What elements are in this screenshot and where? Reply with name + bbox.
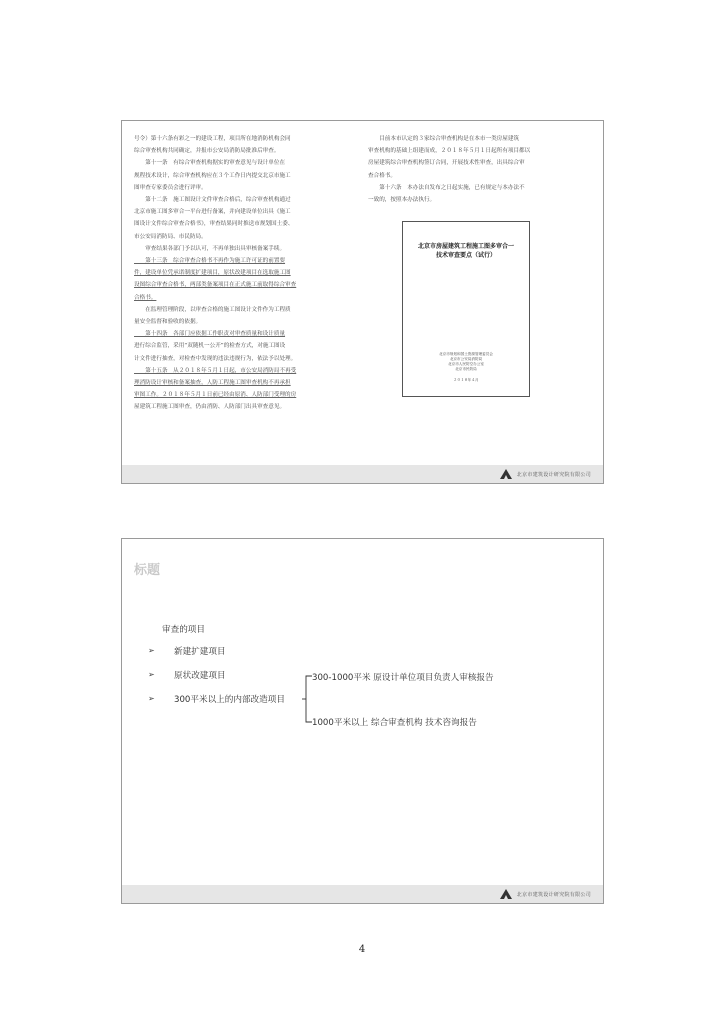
text-line: 第十四条 各部门应依据工作职责对审查质量和设计质量 [134, 331, 286, 338]
section-heading: 审查的项目 [162, 625, 205, 635]
logo-text: 北京市建筑设计研究院有限公司 [516, 891, 591, 898]
slide1-right-column [368, 133, 588, 206]
bullet-arrow-icon: ➢ [148, 646, 155, 655]
text-line: 目前本市认定的３家综合审查机构是在本市一类房屋建筑 [368, 136, 520, 142]
company-logo [499, 467, 591, 481]
text-line: 规程技术设计，综合审查机构应在３个工作日内提交北京市施工 [134, 172, 291, 179]
text-line: 审图工作。２０１８年５月１日前已经由原消、人防部门受理的房 [134, 392, 297, 399]
text-line: 第十五条 从２０１８年５月１日起，市公安局消防局不再受 [134, 367, 297, 374]
branch-label-top: 300-1000平米 原设计单位项目负责人审核报告 [312, 673, 494, 683]
text-line: 屋建筑工程施工图审查，仍由消防、人防部门出具审查意见。 [134, 404, 286, 411]
text-line: 设图综合审查合格书，两部类备案项目在正式施工前取得综合审查 [134, 282, 297, 289]
text-line: 市公安局消防局、市民防局。 [134, 233, 207, 240]
cover-title [403, 242, 529, 260]
text-line: 图设计文件综合审查合格书》，审查结果同时推送市规划国土委、 [134, 221, 294, 228]
text-line: 号令）第十六条有彩之一的建设工程，项目所在地消防机构会同 [134, 136, 291, 142]
text-line: 量安全监督和验收的依据。 [134, 319, 202, 326]
text-line: 图审查专家委员会进行评审。 [134, 184, 207, 191]
cover-title-line: 技术审查要点（试行） [435, 252, 496, 259]
cover-title-line: 北京市房屋建筑工程施工图多审合一 [417, 243, 514, 250]
bullet-arrow-icon: ➢ [148, 670, 155, 679]
text-line: 进行综合监管，采用“双随机一公开”的检查方式，对施工图设 [134, 343, 286, 350]
cover-publishers [403, 352, 529, 372]
triangle-logo-icon [499, 888, 513, 900]
text-line: 审查结果各部门予以认可，不再单独出具审核备案手续。 [134, 245, 286, 252]
text-line: 第十二条 施工图设计文件审查合格后，综合审查机构通过 [134, 197, 291, 204]
text-line: 第十一条 有综合审查机构据实的审查意见与设计单位在 [134, 160, 286, 167]
logo-text: 北京市建筑设计研究院有限公司 [516, 471, 591, 478]
slide-1 [121, 120, 604, 484]
cover-publisher-line: 北京市人民防空办公室 [448, 362, 484, 366]
cover-publisher-line: 北京市公安局消防局 [449, 357, 483, 361]
text-line: 一致的，按照本办法执行。 [368, 197, 436, 204]
slide-2 [121, 538, 604, 904]
text-line: 北京市施工图多审合一平台进行备案，并向建设单位出具《施工 [134, 209, 291, 216]
text-line: 审查机构的基础上组建而成，２０１８年５月１日起所有项目都以 [368, 148, 531, 155]
text-line: 综合审查机构共同确定，并报市公安局消防局批准后审查。 [134, 148, 280, 155]
text-line: 件，建设单位凭承诺制度扩建项目，原状改建项目在选取施工图 [134, 270, 291, 277]
list-item: 300平米以上的内部改造项目 [174, 695, 285, 705]
bullet-arrow-icon: ➢ [148, 694, 155, 703]
branch-label-bottom: 1000平米以上 综合审查机构 技术咨询报告 [312, 718, 477, 728]
text-line: 理消防设计审核和备案抽查，人防工程施工图审查机构不再承担 [134, 380, 291, 387]
triangle-logo-icon [499, 468, 513, 480]
text-line: 查合格书。 [368, 172, 396, 179]
company-logo [499, 887, 591, 901]
document-cover-image [402, 221, 530, 397]
cover-publisher-line: 北京市民防局 [455, 367, 477, 371]
text-line: 房屋建筑综合审查机构签订合同，开展技术性审查，出具综合审 [368, 160, 525, 167]
list-item: 新建扩建项目 [174, 647, 226, 657]
text-line: 第十六条 本办法自发布之日起实施，已有规定与本办法不 [368, 184, 525, 191]
slide1-left-column [134, 133, 356, 414]
text-line: 计文件进行抽查，对检查中发现的违法违规行为，依法予以处理。 [134, 355, 297, 362]
page-number: 4 [358, 944, 366, 955]
text-line: 合格书。 [134, 294, 157, 301]
text-line: 第十三条 综合审查合格书不再作为施工许可证的前置要 [134, 258, 286, 265]
cover-publisher-line: 北京市规划和国土资源管理委员会 [439, 352, 493, 356]
slide-title: 标题 [134, 563, 161, 578]
cover-date: ２０１８年４月 [453, 378, 479, 382]
list-item: 原状改建项目 [174, 671, 226, 681]
text-line: 在监理管理阶段，以审查合格的施工图设计文件作为工程质 [134, 306, 291, 313]
